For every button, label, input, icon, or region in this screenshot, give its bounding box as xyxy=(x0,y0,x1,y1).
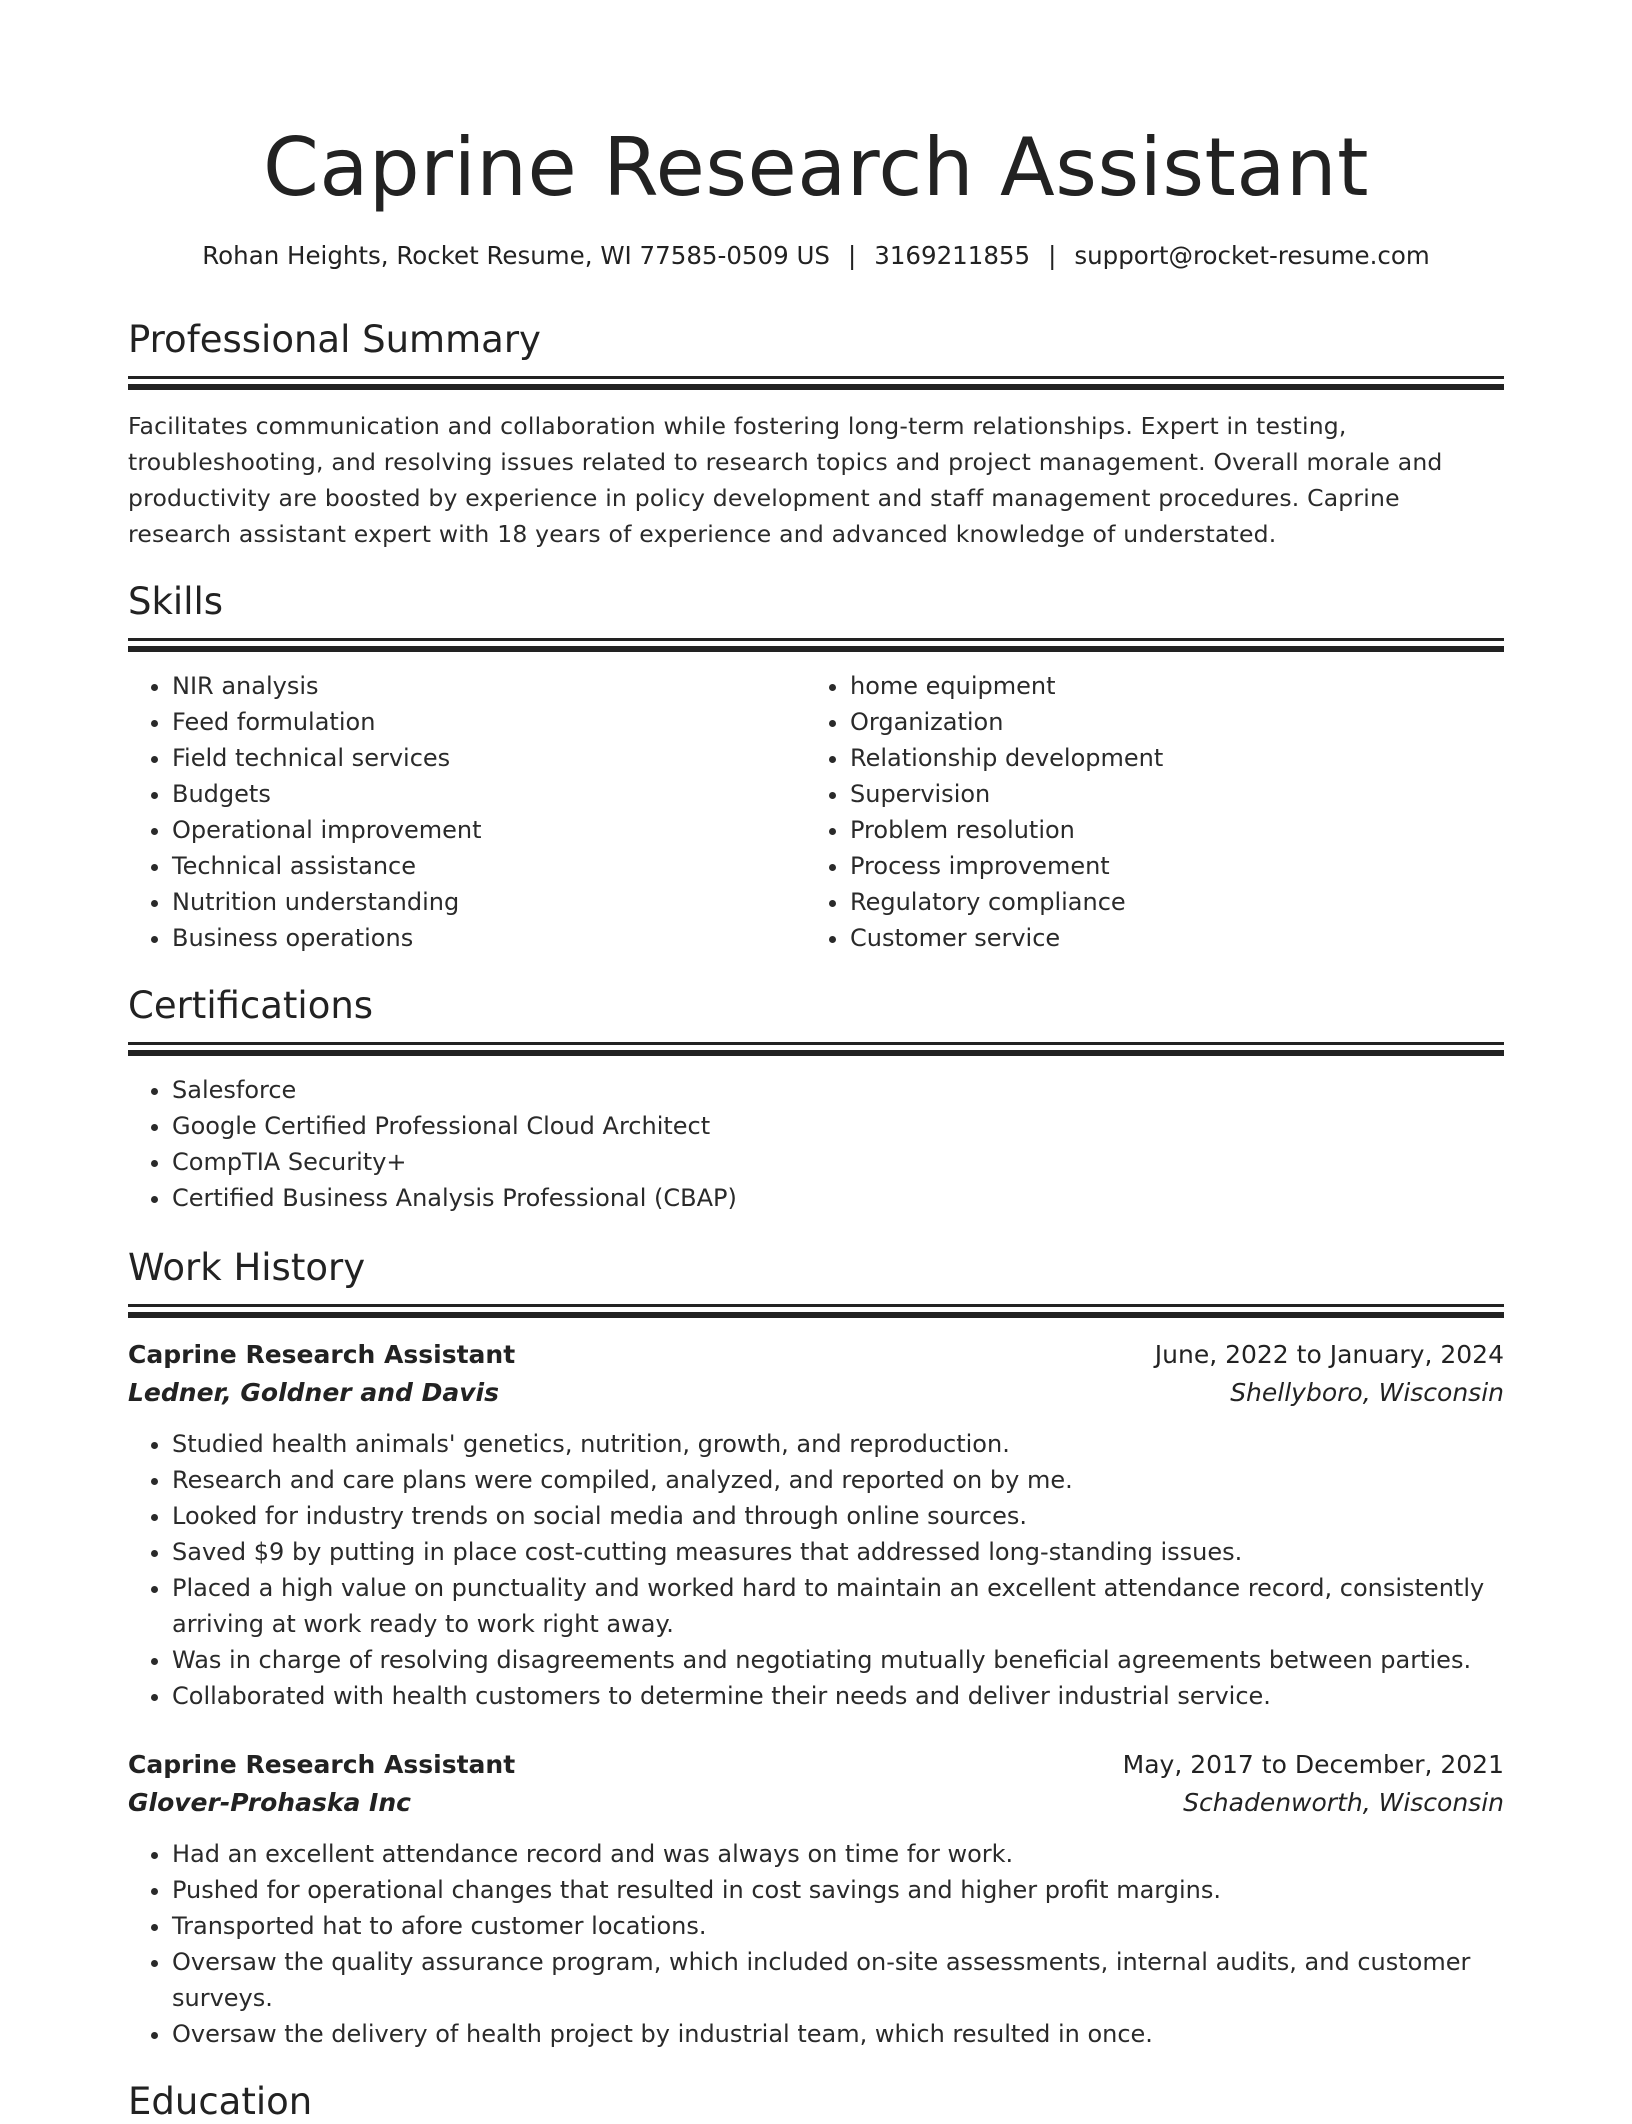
skill-item: • Field technical services xyxy=(172,740,806,776)
skills-columns xyxy=(128,652,1504,956)
skills-heading: Skills xyxy=(128,580,224,623)
duty-item: • Saved $9 by putting in place cost-cutting measures that addressed long-standing issues. xyxy=(172,1534,1504,1570)
skill-item: • Organization xyxy=(850,704,1548,740)
summary-text: Facilitates communication and collaboration while fostering long-term relationships. Expert in testing, troubleshooting, and resolving issues related to research topics and project management. Overall morale and productivity are boosted by experience in policy development and staff management procedures. Caprine research assistant expert with 18 years of experience and advanced knowledge of understated. xyxy=(128,412,1443,548)
certifications-heading: Certifications xyxy=(128,984,374,1027)
section-divider xyxy=(128,1042,1504,1045)
certifications-list xyxy=(128,1072,1504,1216)
section-divider-thick xyxy=(128,384,1504,390)
contact-address: Rohan Heights, Rocket Resume, WI 77585-0509 US xyxy=(202,241,830,270)
job-entry xyxy=(128,1336,1504,1714)
job-location: Shellyboro, Wisconsin xyxy=(1230,1378,1504,1407)
duty-item: • Transported hat to afore customer locations. xyxy=(172,1908,1504,1944)
duty-item: • Looked for industry trends on social media and through online sources. xyxy=(172,1498,1504,1534)
resume-name: Caprine Research Assistant xyxy=(263,121,1369,214)
section-divider xyxy=(128,638,1504,641)
certification-item: • CompTIA Security+ xyxy=(172,1144,1504,1180)
contact-separator: | xyxy=(1048,241,1057,270)
job-company: Ledner, Goldner and Davis xyxy=(128,1378,499,1407)
section-divider xyxy=(128,376,1504,379)
section-divider-thick xyxy=(128,1050,1504,1056)
summary-heading: Professional Summary xyxy=(128,318,541,361)
skill-item: • Process improvement xyxy=(850,848,1548,884)
duty-item: • Had an excellent attendance record and was always on time for work. xyxy=(172,1836,1504,1872)
duty-item: • Oversaw the quality assurance program, which included on-site assessments, internal audits, and customer surveys. xyxy=(172,1944,1504,2016)
duty-item: • Placed a high value on punctuality and worked hard to maintain an excellent attendance record, consistently arriving at work ready to work right away. xyxy=(172,1570,1504,1642)
skill-item: • home equipment xyxy=(850,668,1548,704)
skills-section xyxy=(128,580,1504,956)
duty-item: • Pushed for operational changes that resulted in cost savings and higher profit margins. xyxy=(172,1872,1504,1908)
skills-list-right xyxy=(806,668,1548,956)
job-duties xyxy=(128,1426,1504,1714)
certification-item: • Salesforce xyxy=(172,1072,1504,1108)
contact-phone: 3169211855 xyxy=(874,241,1031,270)
duty-item: • Was in charge of resolving disagreements and negotiating mutually beneficial agreements between parties. xyxy=(172,1642,1504,1678)
duty-item: • Studied health animals' genetics, nutrition, growth, and reproduction. xyxy=(172,1426,1504,1462)
certifications-section xyxy=(128,984,1504,1216)
education-section xyxy=(128,2080,1504,2124)
job-company: Glover-Prohaska Inc xyxy=(128,1788,411,1817)
job-subheader xyxy=(128,1374,1504,1412)
job-entry xyxy=(128,1746,1504,2052)
work-history-section xyxy=(128,1246,1504,2052)
skill-item: • Customer service xyxy=(850,920,1548,956)
work-history-heading: Work History xyxy=(128,1246,366,1289)
skill-item: • Problem resolution xyxy=(850,812,1548,848)
job-subheader xyxy=(128,1784,1504,1822)
duty-item: • Collaborated with health customers to determine their needs and deliver industrial service. xyxy=(172,1678,1504,1714)
skill-item: • Nutrition understanding xyxy=(172,884,806,920)
job-header xyxy=(128,1746,1504,1784)
skill-item: • Technical assistance xyxy=(172,848,806,884)
resume-page xyxy=(128,0,1504,2124)
job-dates: June, 2022 to January, 2024 xyxy=(1154,1340,1504,1369)
skill-item: • Relationship development xyxy=(850,740,1548,776)
skill-item: • Operational improvement xyxy=(172,812,806,848)
education-heading: Education xyxy=(128,2080,313,2123)
skill-item: • Feed formulation xyxy=(172,704,806,740)
certification-item: • Certified Business Analysis Professional (CBAP) xyxy=(172,1180,1504,1216)
skill-item: • Budgets xyxy=(172,776,806,812)
skill-item: • Business operations xyxy=(172,920,806,956)
skill-item: • Regulatory compliance xyxy=(850,884,1548,920)
contact-separator: | xyxy=(847,241,857,270)
job-header xyxy=(128,1336,1504,1374)
section-divider-thick xyxy=(128,1312,1504,1318)
section-divider xyxy=(128,1304,1504,1307)
skill-item: • Supervision xyxy=(850,776,1548,812)
job-dates: May, 2017 to December, 2021 xyxy=(1122,1750,1504,1779)
duty-item: • Oversaw the delivery of health project by industrial team, which resulted in once. xyxy=(172,2016,1504,2052)
skill-item: • NIR analysis xyxy=(172,668,806,704)
job-title: Caprine Research Assistant xyxy=(128,1750,516,1779)
contact-email: support@rocket-resume.com xyxy=(1074,241,1430,270)
job-location: Schadenworth, Wisconsin xyxy=(1183,1788,1504,1817)
summary-section xyxy=(128,318,1504,552)
certification-item: • Google Certified Professional Cloud Architect xyxy=(172,1108,1504,1144)
contact-line xyxy=(128,240,1504,272)
duty-item: • Research and care plans were compiled, analyzed, and reported on by me. xyxy=(172,1462,1504,1498)
skills-list-left xyxy=(128,668,806,956)
job-duties xyxy=(128,1836,1504,2052)
job-title: Caprine Research Assistant xyxy=(128,1340,516,1369)
